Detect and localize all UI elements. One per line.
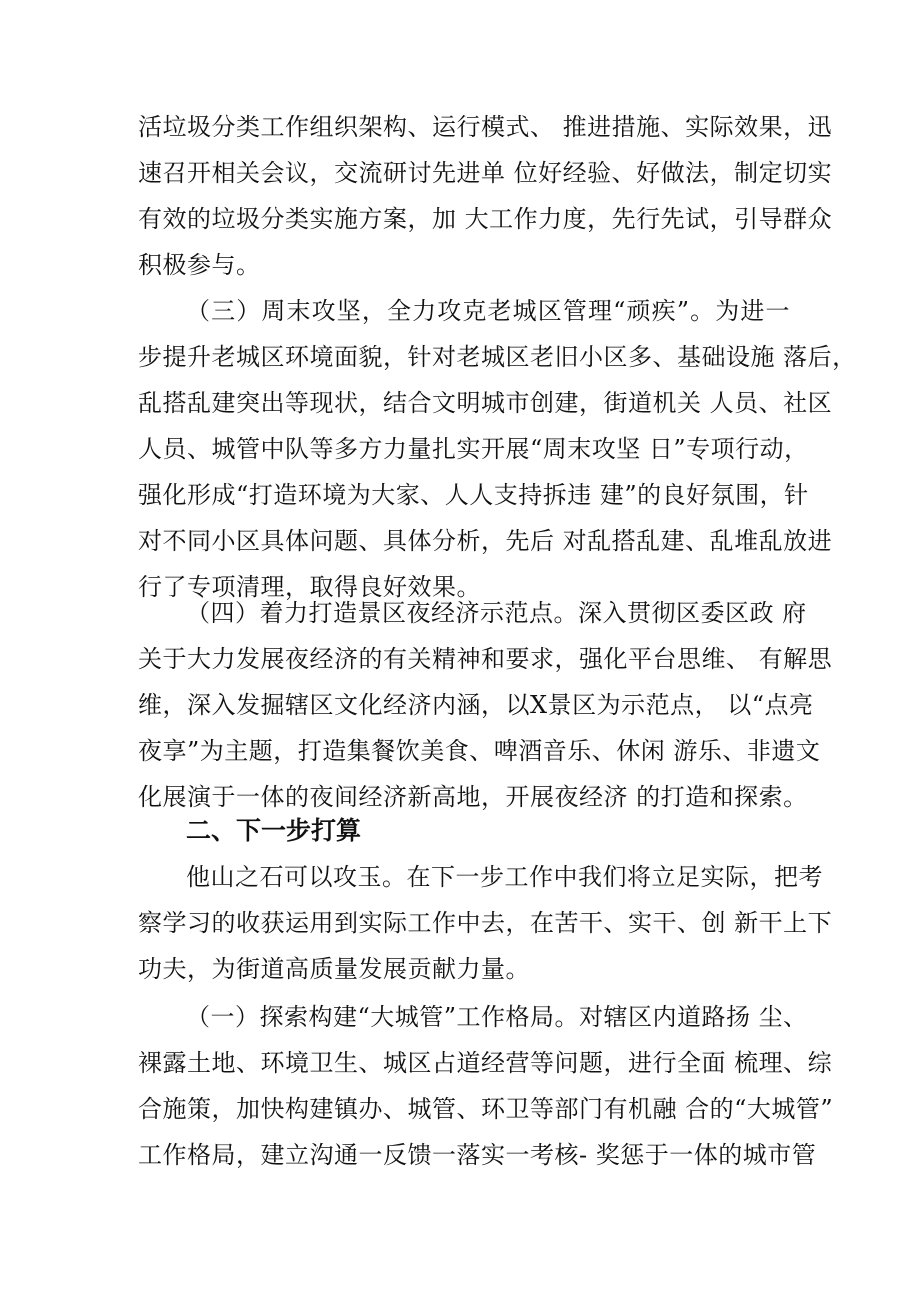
- text-line: 积极参与。: [138, 251, 261, 279]
- text-line: 关于大力发展夜经济的有关精神和要求，强化平台思维、 有解思: [138, 645, 833, 673]
- text-line: 察学习的收获运用到实际工作中去，在苦干、实干、创 新干上下: [138, 909, 833, 937]
- text-line: 夜享”为主题，打造集餐饮美食、啤酒音乐、休闲 游乐、非遗文: [138, 737, 821, 765]
- text-line: （一）探索构建“大城管”工作格局。对辖区内道路扬 尘、: [186, 1003, 808, 1031]
- paragraph-city-management: [138, 994, 834, 1178]
- text-line: 行了专项清理，取得良好效果。: [138, 573, 481, 601]
- text-line: 有效的垃圾分类实施方案，加 大工作力度，先行先试，引导群众: [138, 205, 833, 233]
- paragraph-weekend-campaign: [138, 288, 857, 610]
- text-line: 强化形成“打造环境为大家、人人支持拆违 建”的良好氛围，针: [138, 481, 809, 509]
- section-heading: 二、下一步打算: [186, 816, 362, 845]
- paragraph-waste-sorting: [138, 104, 833, 288]
- text-line: 乱搭乱建突出等现状，结合文明城市创建，街道机关 人员、社区: [138, 389, 833, 417]
- text-line: 活垃圾分类工作组织架构、运行模式、 推进措施、实际效果，迅: [138, 113, 833, 141]
- text-line: 化展演于一体的夜间经济新高地，开展夜经济 的打造和探索。: [138, 783, 808, 811]
- text-line: 功夫，为街道高质量发展贡献力量。: [138, 955, 530, 983]
- text-line: 维，深入发掘辖区文化经济内涵，以X景区为示范点， 以“点亮: [138, 691, 814, 719]
- text-line: 人员、城管中队等多方力量扎实开展“周末攻坚 日”专项行动，: [138, 435, 809, 463]
- text-line: 他山之石可以攻玉。在下一步工作中我们将立足实际，把考: [186, 863, 823, 891]
- text-line: 对不同小区具体问题、具体分析，先后 对乱搭乱建、乱堆乱放进: [138, 527, 833, 555]
- text-line: 合施策，加快构建镇办、城管、环卫等部门有机融 合的“大城管”: [138, 1095, 834, 1123]
- text-line: 裸露土地、环境卫生、城区占道经营等问题，进行全面 梳理、综: [138, 1049, 833, 1077]
- text-line: （三）周末攻坚，全力攻克老城区管理“顽疾”。为进一: [186, 297, 790, 325]
- text-line: （四）着力打造景区夜经济示范点。深入贯彻区委区政 府: [186, 599, 807, 627]
- text-line: 步提升老城区环境面貌，针对老城区老旧小区多、基础设施 落后，: [138, 343, 857, 371]
- paragraph-next-steps: [138, 854, 833, 992]
- text-line: 工作格局，建立沟通一反馈一落实一考核- 奖惩于一体的城市管: [138, 1141, 817, 1169]
- paragraph-night-economy: [138, 590, 833, 820]
- text-line: 速召开相关会议，交流研讨先进单 位好经验、好做法，制定切实: [138, 159, 833, 187]
